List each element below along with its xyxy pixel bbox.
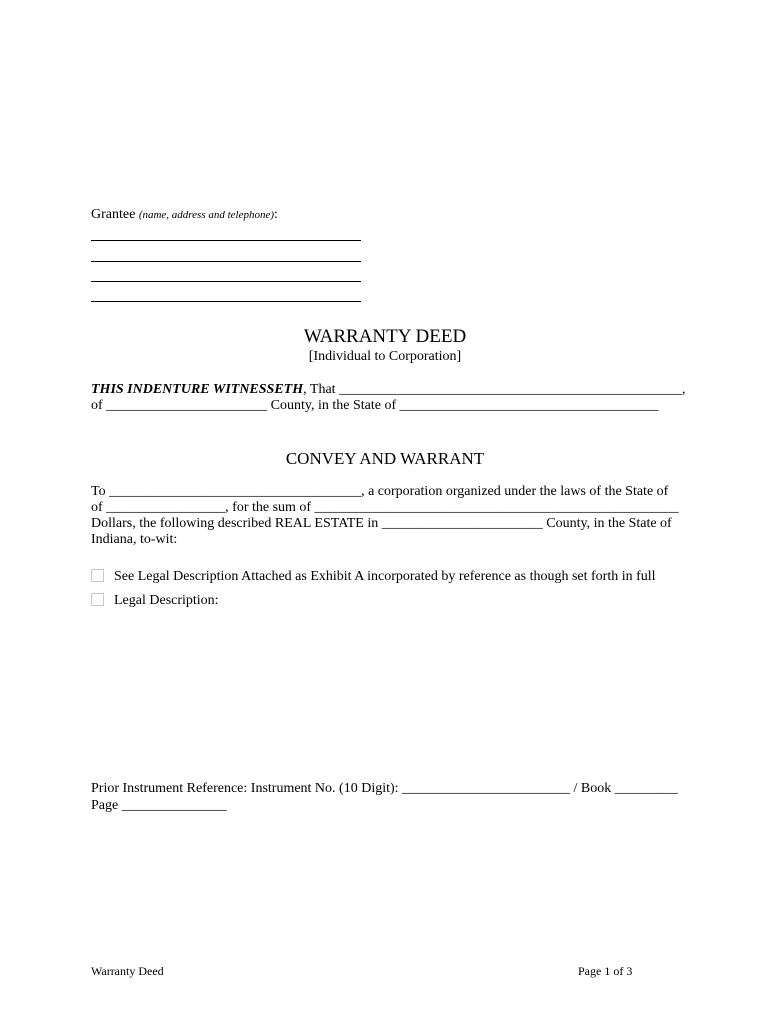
exhibit-checkbox[interactable] — [91, 569, 104, 582]
footer-page-number: Page 1 of 3 — [578, 964, 633, 978]
indenture-lead: THIS INDENTURE WITNESSETH — [91, 382, 304, 397]
footer-document-name: Warranty Deed — [91, 964, 164, 978]
grantee-hint: (name, address and telephone) — [138, 209, 275, 221]
to-line-3: Dollars, the following described REAL ESTATE in _______________________ County, in the State of — [91, 516, 672, 531]
grantee-line-2[interactable] — [91, 261, 361, 262]
legal-description-checkbox-label: Legal Description: — [114, 593, 219, 608]
convey-heading: CONVEY AND WARRANT — [285, 449, 485, 468]
indenture-line-1 — [91, 382, 686, 398]
indenture-line-1-rest: , That _________________________________________________, — [303, 382, 686, 397]
legal-description-checkbox[interactable] — [91, 593, 104, 606]
grantee-line-4[interactable] — [91, 301, 361, 302]
grantee-line-1[interactable] — [91, 240, 361, 241]
grantee-label — [91, 207, 278, 223]
prior-instrument-line-2: Page _______________ — [91, 798, 227, 813]
grantee-label-text: Grantee — [91, 207, 139, 222]
exhibit-checkbox-label: See Legal Description Attached as Exhibit A incorporated by reference as though set forth in full — [114, 569, 656, 584]
grantee-colon: : — [274, 207, 278, 222]
grantee-line-3[interactable] — [91, 281, 361, 282]
document-title: WARRANTY DEED — [303, 326, 467, 347]
indenture-line-2: of _______________________ County, in the State of _____________________________________ — [91, 398, 659, 413]
prior-instrument-line-1: Prior Instrument Reference: Instrument No. (10 Digit): ________________________ / Book _________ — [91, 781, 678, 796]
to-line-1: To ____________________________________, a corporation organized under the laws of the State of — [91, 484, 669, 499]
document-subtitle: [Individual to Corporation] — [308, 349, 462, 364]
to-line-4: Indiana, to-wit: — [91, 532, 178, 547]
to-line-2: of _________________, for the sum of ____________________________________________________ — [91, 500, 679, 515]
